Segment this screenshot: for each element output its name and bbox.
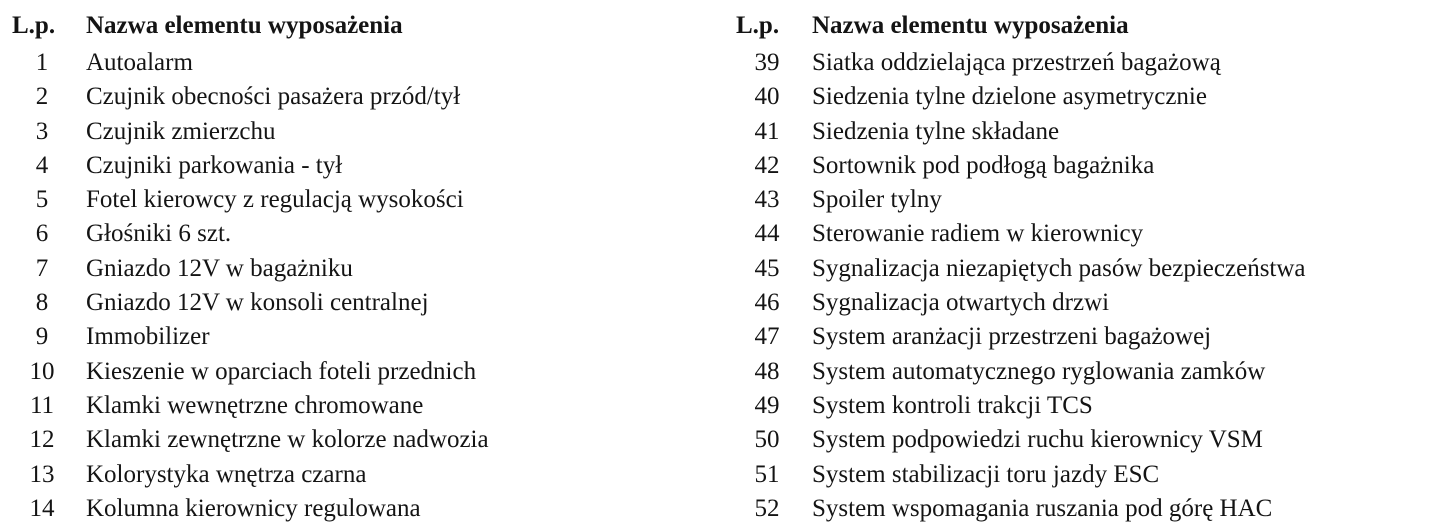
equipment-name: Fotel kierowcy z regulacją wysokości — [86, 186, 464, 214]
table-row — [12, 389, 702, 423]
lp-header: L.p. — [736, 12, 780, 39]
table-header — [736, 8, 1426, 46]
table-row — [12, 458, 702, 492]
equipment-name: Gniazdo 12V w konsoli centralnej — [86, 289, 429, 317]
table-row — [12, 320, 702, 354]
table-row — [12, 149, 702, 183]
equipment-name: System podpowiedzi ruchu kierownicy VSM — [812, 426, 1263, 454]
equipment-name: Głośniki 6 szt. — [86, 220, 232, 248]
row-number: 14 — [29, 494, 55, 522]
table-row — [736, 423, 1426, 457]
lp-header: L.p. — [12, 12, 56, 39]
table-row — [736, 389, 1426, 423]
row-number: 11 — [29, 391, 55, 419]
row-number: 49 — [754, 391, 780, 419]
equipment-name: Sygnalizacja otwartych drzwi — [812, 289, 1110, 317]
table-row — [736, 80, 1426, 114]
equipment-name: System aranżacji przestrzeni bagażowej — [812, 323, 1212, 351]
equipment-name: System automatycznego ryglowania zamków — [812, 357, 1266, 385]
table-row — [12, 46, 702, 80]
equipment-name: Sortownik pod podłogą bagażnika — [812, 151, 1155, 179]
equipment-name: Kolorystyka wnętrza czarna — [86, 460, 367, 488]
row-number: 39 — [754, 49, 780, 76]
row-number: 42 — [754, 151, 780, 179]
equipment-name: Immobilizer — [86, 323, 210, 351]
row-number: 51 — [754, 460, 780, 488]
table-row — [12, 115, 702, 149]
equipment-name: Klamki zewnętrzne w kolorze nadwozia — [86, 426, 489, 454]
table-header — [12, 8, 702, 46]
equipment-name: Gniazdo 12V w bagażniku — [86, 254, 353, 282]
equipment-table-right — [736, 8, 1426, 526]
equipment-name: Kieszenie w oparciach foteli przednich — [86, 357, 477, 385]
equipment-name: Kolumna kierownicy regulowana — [86, 494, 421, 522]
table-row — [12, 217, 702, 251]
equipment-name: System kontroli trakcji TCS — [812, 391, 1093, 419]
table-row — [736, 149, 1426, 183]
row-number: 9 — [35, 323, 49, 351]
row-number: 52 — [754, 494, 780, 522]
row-number: 6 — [35, 220, 49, 248]
table-body — [12, 46, 702, 526]
equipment-name: System stabilizacji toru jazdy ESC — [812, 460, 1160, 488]
equipment-name: Spoiler tylny — [812, 186, 942, 214]
name-header: Nazwa elementu wyposażenia — [86, 12, 403, 39]
table-row — [736, 320, 1426, 354]
equipment-name: Czujnik obecności pasażera przód/tył — [86, 83, 461, 111]
equipment-name: Siedzenia tylne dzielone asymetrycznie — [812, 83, 1207, 111]
row-number: 10 — [29, 357, 55, 385]
table-row — [12, 355, 702, 389]
row-number: 12 — [29, 426, 55, 454]
row-number: 48 — [754, 357, 780, 385]
equipment-name: Siedzenia tylne składane — [812, 117, 1060, 145]
table-row — [12, 252, 702, 286]
table-row — [12, 80, 702, 114]
row-number: 44 — [754, 220, 780, 248]
row-number: 47 — [754, 323, 780, 351]
equipment-table-left — [12, 8, 702, 526]
table-row — [736, 458, 1426, 492]
equipment-name: Czujniki parkowania - tył — [86, 151, 343, 179]
table-row — [12, 183, 702, 217]
row-number: 7 — [35, 254, 49, 282]
row-number: 2 — [35, 83, 49, 111]
table-row — [12, 286, 702, 320]
equipment-name: Klamki wewnętrzne chromowane — [86, 391, 424, 419]
row-number: 13 — [29, 460, 55, 488]
row-number: 5 — [35, 186, 49, 214]
row-number: 45 — [754, 254, 780, 282]
row-number: 41 — [754, 117, 780, 145]
row-number: 50 — [754, 426, 780, 454]
name-header: Nazwa elementu wyposażenia — [812, 12, 1129, 39]
row-number: 8 — [35, 289, 49, 317]
table-row — [736, 286, 1426, 320]
row-number: 40 — [754, 83, 780, 111]
equipment-name: System wspomagania ruszania pod górę HAC — [812, 494, 1273, 522]
row-number: 46 — [754, 289, 780, 317]
table-body — [736, 46, 1426, 526]
equipment-name: Czujnik zmierzchu — [86, 117, 276, 145]
equipment-name: Autoalarm — [86, 49, 193, 76]
equipment-name: Siatka oddzielająca przestrzeń bagażową — [812, 49, 1221, 76]
table-row — [736, 355, 1426, 389]
row-number: 1 — [35, 49, 49, 76]
equipment-name: Sterowanie radiem w kierownicy — [812, 220, 1144, 248]
table-row — [736, 217, 1426, 251]
equipment-name: Sygnalizacja niezapiętych pasów bezpieczeństwa — [812, 254, 1306, 282]
table-row — [736, 46, 1426, 80]
row-number: 43 — [754, 186, 780, 214]
table-row — [736, 115, 1426, 149]
row-number: 4 — [35, 151, 49, 179]
table-row — [736, 252, 1426, 286]
table-row — [12, 423, 702, 457]
row-number: 3 — [35, 117, 49, 145]
table-row — [736, 183, 1426, 217]
